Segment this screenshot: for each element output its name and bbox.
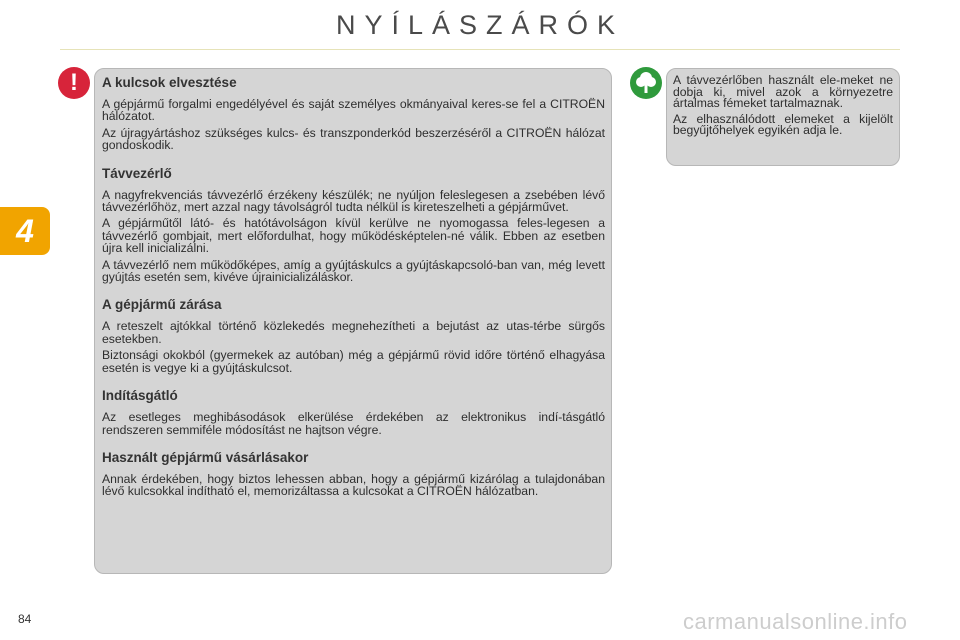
section-heading-used-vehicle: Használt gépjármű vásárlásakor [102,449,309,465]
paragraph: Annak érdekében, hogy biztos lehessen abban, hogy a gépjármű kizárólag a tulajdonában lévő kulcsokkal indítható el, memorizáltassa a kulcsokat a CITROËN hálózatban. [102,471,605,499]
paragraph: Biztonsági okokból (gyermekek az autóban) még a gépjármű rövid időre történő elhagyása esetén is vegye ki a gyújtáskulcsot. [102,348,605,375]
section-heading-lost-keys: A kulcsok elvesztése [102,75,237,90]
section-heading-immobiliser: Indításgátló [102,388,178,404]
page-number: 84 [18,612,32,626]
paragraph: Az újragyártáshoz szükséges kulcs- és transzponderkód beszerzéséről a CITROËN hálózat gondoskodik. [102,125,605,153]
watermark: carmanualsonline.info [683,609,908,634]
exclamation-warning-icon: ! [58,67,90,99]
section-heading-remote-control: Távvezérlő [102,165,172,181]
main-info-box [94,68,612,574]
chapter-tab [0,207,50,255]
chapter-number: 4 [16,212,34,249]
environment-note-box [666,68,900,166]
paragraph: A gépjármű forgalmi engedélyével és saját személyes okmányaival keres-se fel a CITROËN hálózatot. [102,97,605,124]
paragraph: A gépjárműtől látó- és hatótávolságon kívül kerülve ne nyomogassa feles-legesen a távvezérlő gombjait, mert előfordulhat, hogy működésképtelen-né válik. Ebben az esetben újra kell inicializálni. [102,216,605,256]
paragraph: A távvezérlő nem működőképes, amíg a gyújtáskulcs a gyújtáskapcsoló-ban van, még levett gyújtás esetén sem, kivéve újrainicializáláskor. [102,257,605,285]
paragraph: A nagyfrekvenciás távvezérlő érzékeny készülék; ne nyúljon feleslegesen a zsebében lévő távvezérlőhöz, mert azzal nagy távolságról tudta nélkül is kireteszelheti a gépjárművet. [102,187,605,215]
recycling-tree-icon [630,67,662,99]
paragraph: Az esetleges meghibásodások elkerülése érdekében az elektronikus indí-tásgátló rendszeren semmiféle módosítást ne hajtson végre. [102,410,605,437]
paragraph: A reteszelt ajtókkal történő közlekedés megnehezítheti a bejutást az utas-térbe sürgős esetekben. [102,319,605,346]
paragraph: A távvezérlőben használt ele-meket ne dobja ki, mivel azok a környezetre ártalmas fémeket tartalmaznak. [673,73,893,111]
section-heading-locking: A gépjármű zárása [102,297,222,313]
paragraph: Az elhasználódott elemeket a kijelölt begyűjtőhelyek egyikén adja le. [673,111,893,138]
page-title: NYÍLÁSZÁRÓK [335,10,625,40]
title-divider [60,49,900,50]
